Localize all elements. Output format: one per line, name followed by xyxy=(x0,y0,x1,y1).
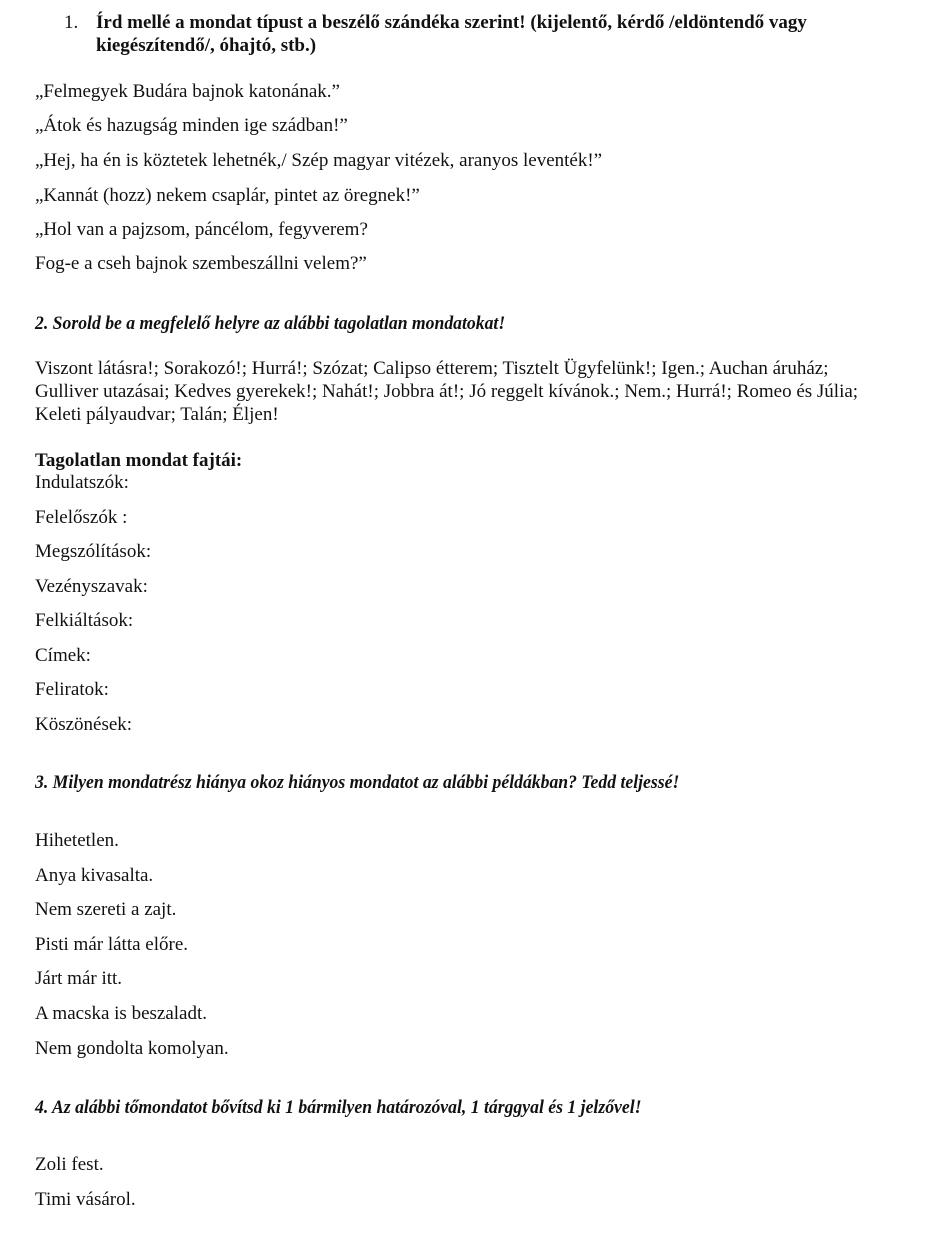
task1-title-line2: kiegészítendő/, óhajtó, stb.) xyxy=(96,35,317,56)
task3-sentence: Nem gondolta komolyan. xyxy=(35,1038,229,1059)
task1-sentence: Fog-e a cseh bajnok szembeszállni velem?” xyxy=(35,253,367,274)
task3-sentence: Hihetetlen. xyxy=(35,830,119,851)
task3-sentence: Pisti már látta előre. xyxy=(35,934,189,955)
task1-sentence: „Kannát (hozz) nekem csaplár, pintet az öregnek!” xyxy=(35,185,420,206)
task2-category: Felkiáltások: xyxy=(35,610,134,631)
task2-title: 2. Sorold be a megfelelő helyre az alábbi tagolatlan mondatokat! xyxy=(35,313,506,334)
task2-category: Megszólítások: xyxy=(35,541,152,562)
task1-title-line1: Írd mellé a mondat típust a beszélő szándéka szerint! (kijelentő, kérdő /eldöntendő vagy xyxy=(96,12,807,33)
task2-category: Felelőszók : xyxy=(35,507,128,528)
task3-title: 3. Milyen mondatrész hiánya okoz hiányos mondatot az alábbi példákban? Tedd teljessé! xyxy=(35,772,680,793)
task4-sentence: Zoli fest. xyxy=(35,1154,104,1175)
task1-sentence: „Hej, ha én is köztetek lehetnék,/ Szép magyar vitézek, aranyos leventék!” xyxy=(35,150,603,171)
task1-sentence: „Átok és hazugság minden ige szádban!” xyxy=(35,115,348,136)
task3-sentence: Nem szereti a zajt. xyxy=(35,899,177,920)
task2-category: Köszönések: xyxy=(35,714,133,735)
task1-sentence: „Felmegyek Budára bajnok katonának.” xyxy=(35,81,340,102)
task3-sentence: A macska is beszaladt. xyxy=(35,1003,208,1024)
task3-sentence: Járt már itt. xyxy=(35,968,123,989)
task1-sentence: „Hol van a pajzsom, páncélom, fegyverem? xyxy=(35,219,368,240)
task2-category: Feliratok: xyxy=(35,679,109,700)
task4-title: 4. Az alábbi tőmondatot bővítsd ki 1 bármilyen határozóval, 1 tárggyal és 1 jelzővel! xyxy=(35,1097,642,1118)
task2-category: Indulatszók: xyxy=(35,472,129,493)
task2-list-line: Viszont látásra!; Sorakozó!; Hurrá!; Szózat; Calipso étterem; Tisztelt Ügyfelünk!; Igen.; Auchan áruház; xyxy=(35,358,829,379)
task2-category: Vezényszavak: xyxy=(35,576,148,597)
task2-categories-title: Tagolatlan mondat fajtái: xyxy=(35,450,243,471)
task2-category: Címek: xyxy=(35,645,91,666)
task1-number: 1. xyxy=(64,12,79,33)
task3-sentence: Anya kivasalta. xyxy=(35,865,154,886)
task2-list-line: Gulliver utazásai; Kedves gyerekek!; Nahát!; Jobbra át!; Jó reggelt kívánok.; Nem.; Hurrá!; Romeo és Júlia; xyxy=(35,381,859,402)
task4-sentence: Timi vásárol. xyxy=(35,1189,136,1210)
task2-list-line: Keleti pályaudvar; Talán; Éljen! xyxy=(35,404,279,425)
